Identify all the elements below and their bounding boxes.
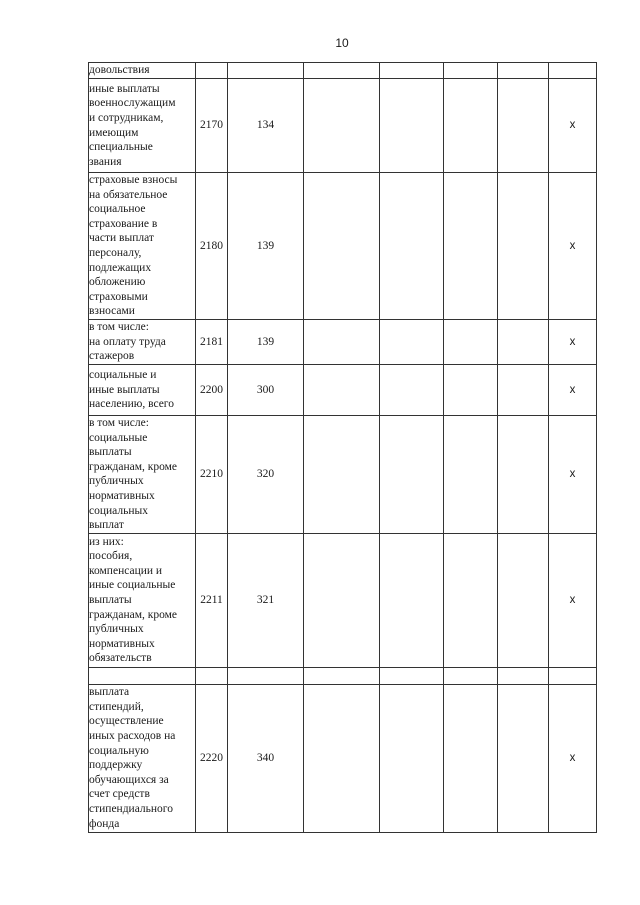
row-name-line: имеющим xyxy=(89,126,139,139)
row-name-line: выплаты xyxy=(89,446,132,459)
row-empty-cell xyxy=(304,320,380,365)
row-code-cell: 2180 xyxy=(196,173,228,320)
table-row xyxy=(89,365,597,416)
row-empty-cell xyxy=(498,365,549,416)
row-name-line: звания xyxy=(89,155,122,168)
row-kosgu-cell: 134 xyxy=(228,79,304,173)
row-empty-cell xyxy=(380,667,444,684)
row-kosgu-cell: 340 xyxy=(228,684,304,832)
row-name-line: на оплату труда xyxy=(89,335,166,348)
row-name-line: населению, всего xyxy=(89,398,174,411)
row-empty-cell xyxy=(498,173,549,320)
row-name-line: стажеров xyxy=(89,350,135,363)
row-code-cell xyxy=(196,667,228,684)
row-name-line: довольствия xyxy=(89,64,150,77)
row-name-line: части выплат xyxy=(89,232,154,245)
row-name-line: взносами xyxy=(89,305,135,318)
row-code-cell: 2200 xyxy=(196,365,228,416)
row-empty-cell xyxy=(444,533,498,667)
row-name-line: страховыми xyxy=(89,290,148,303)
table-row xyxy=(89,173,597,320)
table-row xyxy=(89,684,597,832)
row-empty-cell xyxy=(380,365,444,416)
row-name-line: гражданам, кроме xyxy=(89,608,178,621)
row-empty-cell xyxy=(498,416,549,534)
row-name-line: социальных xyxy=(89,504,148,517)
row-code-cell: 2181 xyxy=(196,320,228,365)
row-empty-cell xyxy=(444,173,498,320)
row-mark-cell xyxy=(549,63,597,79)
row-name-line: нормативных xyxy=(89,489,155,502)
row-name-line: военнослужащим xyxy=(89,97,176,110)
row-name-line: обучающихся за xyxy=(89,773,169,786)
row-empty-cell xyxy=(498,667,549,684)
row-empty-cell xyxy=(498,79,549,173)
row-kosgu-cell: 300 xyxy=(228,365,304,416)
row-mark-cell: x xyxy=(549,320,597,365)
row-name-line: из них: xyxy=(89,535,124,548)
row-kosgu-cell: 139 xyxy=(228,173,304,320)
row-name-line: иные выплаты xyxy=(89,82,160,95)
row-empty-cell xyxy=(304,684,380,832)
row-name-line: счет средств xyxy=(89,788,150,801)
row-empty-cell xyxy=(380,533,444,667)
row-code-cell xyxy=(196,63,228,79)
row-name-cell xyxy=(89,684,196,832)
budget-table xyxy=(88,62,597,833)
row-name-line: иные выплаты xyxy=(89,383,160,396)
table-row xyxy=(89,79,597,173)
row-name-line: иные социальные xyxy=(89,579,176,592)
row-name-line: публичных xyxy=(89,475,144,488)
row-name-line: обложению xyxy=(89,276,146,289)
row-name-line: выплата xyxy=(89,686,130,699)
row-kosgu-cell: 320 xyxy=(228,416,304,534)
row-name-line: социальную xyxy=(89,744,149,757)
row-name-cell xyxy=(89,63,196,79)
row-empty-cell xyxy=(498,533,549,667)
row-name-cell xyxy=(89,416,196,534)
row-name-line: пособия, xyxy=(89,550,133,563)
row-empty-cell xyxy=(498,684,549,832)
row-empty-cell xyxy=(444,63,498,79)
row-mark-cell xyxy=(549,667,597,684)
row-name-line: выплат xyxy=(89,519,124,532)
row-code-cell: 2220 xyxy=(196,684,228,832)
row-empty-cell xyxy=(444,684,498,832)
row-name-line: гражданам, кроме xyxy=(89,460,178,473)
row-name-line: страховые взносы xyxy=(89,174,178,187)
row-empty-cell xyxy=(380,416,444,534)
row-kosgu-cell: 321 xyxy=(228,533,304,667)
table-row xyxy=(89,63,597,79)
row-mark-cell: x xyxy=(549,173,597,320)
row-name-line: социальные xyxy=(89,431,148,444)
row-name-line: иных расходов на xyxy=(89,730,176,743)
row-empty-cell xyxy=(304,667,380,684)
row-empty-cell xyxy=(444,416,498,534)
row-name-line: страхование в xyxy=(89,217,158,230)
row-name-line: стипендий, xyxy=(89,700,144,713)
row-name-cell xyxy=(89,320,196,365)
row-name-line: в том числе: xyxy=(89,417,149,429)
row-name-line: публичных xyxy=(89,623,144,636)
row-name-line: на обязательное xyxy=(89,188,168,201)
row-name-line: и сотрудникам, xyxy=(89,111,164,124)
table-row xyxy=(89,533,597,667)
row-code-cell: 2211 xyxy=(196,533,228,667)
table-row xyxy=(89,667,597,684)
row-name-cell xyxy=(89,365,196,416)
row-name-line: выплаты xyxy=(89,593,132,606)
row-name-line: осуществление xyxy=(89,715,164,728)
row-mark-cell: x xyxy=(549,416,597,534)
row-code-cell: 2210 xyxy=(196,416,228,534)
row-code-cell: 2170 xyxy=(196,79,228,173)
row-empty-cell xyxy=(444,79,498,173)
row-kosgu-cell xyxy=(228,667,304,684)
row-name-line: компенсации и xyxy=(89,564,163,577)
row-empty-cell xyxy=(304,365,380,416)
row-empty-cell xyxy=(380,79,444,173)
row-name-cell xyxy=(89,667,196,684)
row-name-line: в том числе: xyxy=(89,321,149,334)
row-empty-cell xyxy=(380,320,444,365)
row-mark-cell: x xyxy=(549,79,597,173)
row-name-line: обязательств xyxy=(89,652,152,665)
row-empty-cell xyxy=(304,533,380,667)
row-empty-cell xyxy=(380,173,444,320)
row-mark-cell: x xyxy=(549,684,597,832)
row-name-line: специальные xyxy=(89,141,153,154)
row-empty-cell xyxy=(304,79,380,173)
row-name-line: социальные и xyxy=(89,369,157,382)
row-empty-cell xyxy=(444,667,498,684)
row-name-cell xyxy=(89,533,196,667)
row-empty-cell xyxy=(380,684,444,832)
row-empty-cell xyxy=(498,320,549,365)
row-name-line: персоналу, xyxy=(89,247,142,259)
row-name-line: фонда xyxy=(89,817,120,830)
row-name-line: социальное xyxy=(89,203,146,216)
page-number: 10 xyxy=(335,36,349,50)
row-empty-cell xyxy=(498,63,549,79)
row-name-cell xyxy=(89,173,196,320)
row-empty-cell xyxy=(304,63,380,79)
row-mark-cell: x xyxy=(549,533,597,667)
row-name-cell xyxy=(89,79,196,173)
row-kosgu-cell xyxy=(228,63,304,79)
row-name-line: нормативных xyxy=(89,637,155,650)
row-empty-cell xyxy=(304,416,380,534)
row-name-line: поддержку xyxy=(89,759,143,772)
row-empty-cell xyxy=(304,173,380,320)
table-row xyxy=(89,416,597,534)
row-name-line: стипендиального xyxy=(89,803,173,816)
table-row xyxy=(89,320,597,365)
row-kosgu-cell: 139 xyxy=(228,320,304,365)
row-empty-cell xyxy=(444,320,498,365)
row-empty-cell xyxy=(380,63,444,79)
row-empty-cell xyxy=(444,365,498,416)
row-name-line: подлежащих xyxy=(89,261,152,274)
row-mark-cell: x xyxy=(549,365,597,416)
